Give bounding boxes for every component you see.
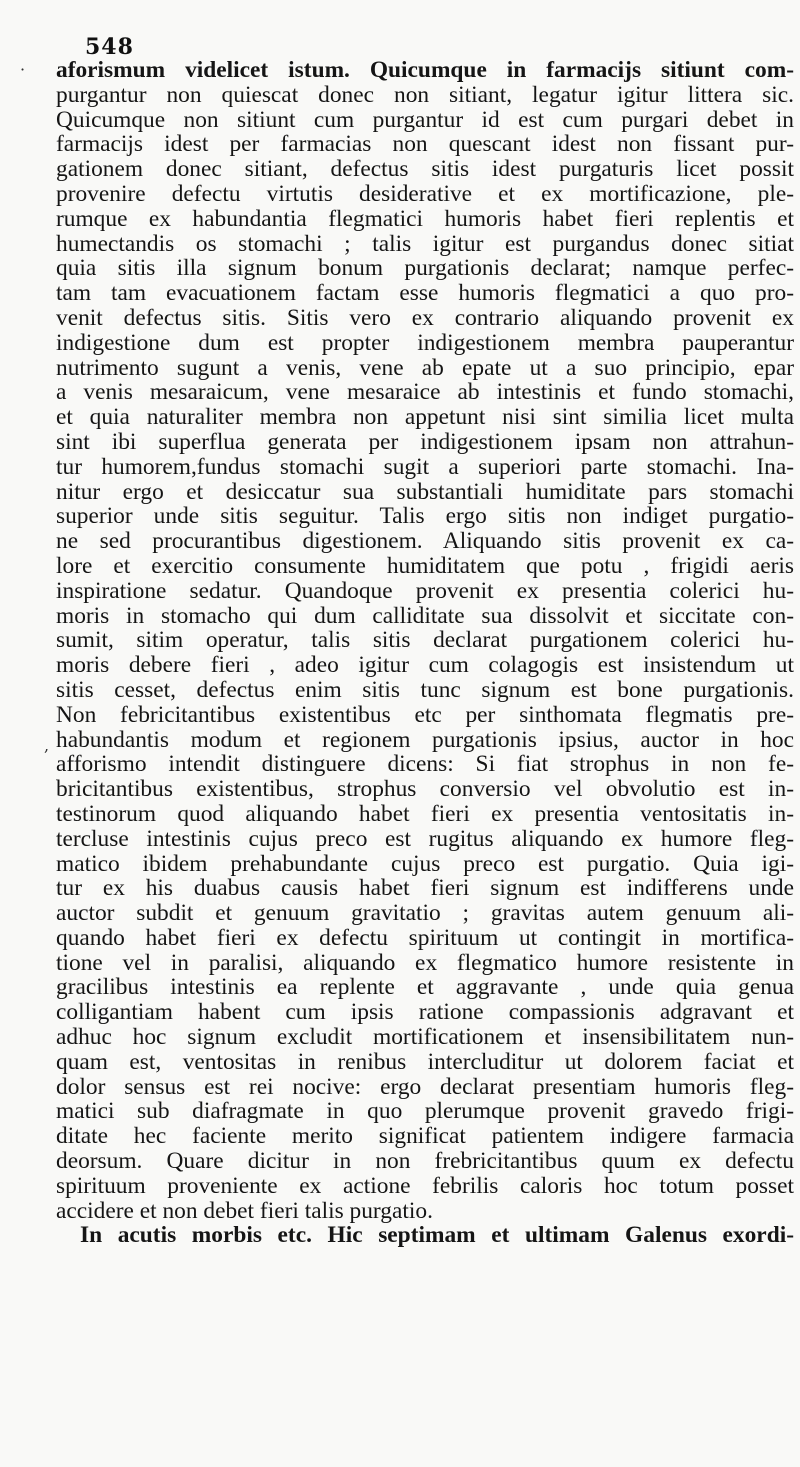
- text-line: In acutis morbis etc. Hic septimam et ultimam Galenus exordi-: [80, 1222, 794, 1249]
- text-line: et quia naturaliter membra non appetunt nisi sint similia licet multa: [56, 404, 794, 431]
- text-line: humectandis os stomachi ; talis igitur est purgandus donec sitiat: [56, 230, 794, 257]
- text-line: sitis cesset, defectus enim sitis tunc signum est bone purgationis.: [56, 676, 794, 703]
- text-line: inspiratione sedatur. Quandoque provenit ex presentia colerici hu-: [56, 577, 794, 604]
- text-line: purgantur non quiescat donec non sitiant, legatur igitur littera sic.: [56, 81, 794, 108]
- text-line: tur humorem,fundus stomachi sugit a superiori parte stomachi. Ina-: [56, 453, 794, 480]
- text-line: Non febricitantibus existentibus etc per sinthomata flegmatis pre-: [56, 701, 794, 728]
- text-line: ne sed procurantibus digestionem. Aliquando sitis provenit ex ca-: [56, 528, 794, 555]
- text-line: gracilibus intestinis ea replente et aggravante , unde quia genua: [56, 974, 794, 1001]
- page-number: 548: [85, 34, 134, 60]
- body-text: [56, 58, 794, 1248]
- text-line: ditate hec faciente merito significat patientem indigere farmacia: [56, 1123, 794, 1150]
- text-line: nitur ergo et desiccatur sua substantiali humiditate pars stomachi: [56, 478, 794, 505]
- text-line: aforismum videlicet istum. Quicumque in farmacijs sitiunt com-: [56, 57, 794, 83]
- text-line: provenire defectu virtutis desiderative et ex mortificazione, ple-: [56, 180, 794, 207]
- text-line: quia sitis illa signum bonum purgationis declarat; namque perfec-: [56, 255, 794, 282]
- text-line: quando habet fieri ex defectu spirituum ut contingit in mortifica-: [56, 924, 794, 951]
- text-line: superior unde sitis seguitur. Talis ergo sitis non indiget purgatio-: [56, 503, 794, 530]
- text-line: nutrimento sugunt a venis, vene ab epate ut a suo principio, epar: [56, 354, 794, 381]
- text-line: tione vel in paralisi, aliquando ex flegmatico humore resistente in: [56, 949, 794, 976]
- margin-comma: ,: [44, 736, 50, 755]
- text-line: habundantis modum et regionem purgationis ipsius, auctor in hoc: [56, 726, 794, 753]
- text-line: matici sub diafragmate in quo plerumque provenit gravedo frigi-: [56, 1098, 794, 1125]
- text-line: quam est, ventositas in renibus intercluditur ut dolorem faciat et: [56, 1048, 794, 1075]
- text-line: rumque ex habundantia flegmatici humoris habet fieri replentis et: [56, 205, 794, 232]
- text-line: a venis mesaraicum, vene mesaraice ab intestinis et fundo stomachi,: [56, 379, 794, 406]
- text-line: auctor subdit et genuum gravitatio ; gravitas autem genuum ali-: [56, 900, 794, 927]
- text-line: sumit, sitim operatur, talis sitis declarat purgationem colerici hu-: [56, 627, 794, 654]
- text-line: tur ex his duabus causis habet fieri signum est indifferens unde: [56, 875, 794, 902]
- text-line: deorsum. Quare dicitur in non frebricitantibus quum ex defectu: [56, 1148, 794, 1175]
- text-line: Quicumque non sitiunt cum purgantur id est cum purgari debet in: [56, 106, 794, 133]
- text-line: venit defectus sitis. Sitis vero ex contrario aliquando provenit ex: [56, 304, 794, 331]
- text-line: sint ibi superflua generata per indigestionem ipsam non attrahun-: [56, 428, 794, 455]
- text-line: bricitantibus existentibus, strophus conversio vel obvolutio est in-: [56, 776, 794, 803]
- text-line: accidere et non debet fieri talis purgatio.: [56, 1197, 433, 1224]
- text-line: afforismo intendit distinguere dicens: Si fiat strophus in non fe-: [56, 751, 794, 778]
- text-line: testinorum quod aliquando habet fieri ex presentia ventositatis in-: [56, 800, 794, 827]
- text-line: lore et exercitio consumente humiditatem que potu , frigidi aeris: [56, 552, 794, 579]
- text-line: moris debere fieri , adeo igitur cum colagogis est insistendum ut: [56, 652, 794, 679]
- text-line: dolor sensus est rei nocive: ergo declarat presentiam humoris fleg-: [56, 1073, 794, 1100]
- text-line: matico ibidem prehabundante cujus preco est purgatio. Quia igi-: [56, 850, 794, 877]
- text-line: indigestione dum est propter indigestionem membra pauperantur: [56, 329, 794, 356]
- text-line: farmacijs idest per farmacias non quescant idest non fissant pur-: [56, 131, 794, 158]
- text-line: tam tam evacuationem factam esse humoris flegmatici a quo pro-: [56, 280, 794, 307]
- text-line: moris in stomacho qui dum calliditate sua dissolvit et siccitate con-: [56, 602, 794, 629]
- text-line: tercluse intestinis cujus preco est rugitus aliquando ex humore fleg-: [56, 825, 794, 852]
- text-line: gationem donec sitiant, defectus sitis idest purgaturis licet possit: [56, 156, 794, 183]
- margin-dot: ·: [20, 60, 26, 79]
- text-line: spirituum proveniente ex actione febrilis caloris hoc totum posset: [56, 1172, 794, 1199]
- text-line: adhuc hoc signum excludit mortificationem et insensibilitatem nun-: [56, 1024, 794, 1051]
- text-line: colligantiam habent cum ipsis ratione compassionis adgravant et: [56, 999, 794, 1026]
